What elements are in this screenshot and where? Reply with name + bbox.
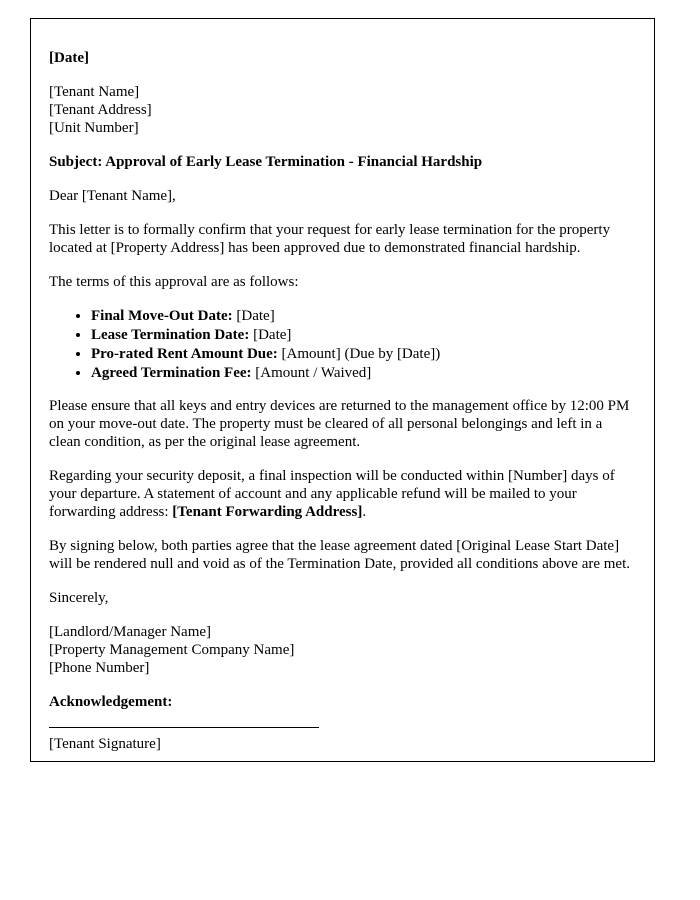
acknowledgement-heading: Acknowledgement: (49, 694, 173, 710)
recipient-unit: [Unit Number] (49, 120, 139, 136)
tenant-signature-label: [Tenant Signature] (49, 736, 161, 752)
term-label: Lease Termination Date: (91, 327, 250, 343)
deposit-text: Regarding your security deposit, a final inspection will be conducted within [Number] days of your departure. A statement of account and any applicable refund will be mailed to your forwarding address: (49, 468, 615, 520)
intro-paragraph: This letter is to formally confirm that your request for early lease termination for the property located at [Property Address] has been approved due to demonstrated financial hardship. (49, 222, 611, 256)
term-value: [Date] (249, 327, 292, 343)
terms-list (49, 307, 636, 382)
subject-line: Subject: Approval of Early Lease Termination - Financial Hardship (49, 154, 483, 170)
term-value: [Date] (232, 308, 275, 324)
sender-block (49, 623, 636, 677)
keys-return-paragraph: Please ensure that all keys and entry devices are returned to the management office by 12:00 PM on your move-out date. The property must be cleared of all personal belongings and left in a clean condition, as per the original lease agreement. (49, 398, 630, 450)
sender-name: [Landlord/Manager Name] (49, 624, 212, 640)
term-item-moveout (91, 307, 636, 325)
term-item-termination-date (91, 326, 636, 344)
term-value: [Amount] (Due by [Date]) (277, 346, 441, 362)
term-label: Agreed Termination Fee: (91, 365, 252, 381)
recipient-address: [Tenant Address] (49, 102, 152, 118)
term-item-termination-fee (91, 364, 636, 382)
letter-date: [Date] (49, 50, 89, 66)
term-label: Final Move-Out Date: (91, 308, 233, 324)
term-value: [Amount / Waived] (251, 365, 372, 381)
salutation: Dear [Tenant Name], (49, 188, 176, 204)
recipient-name: [Tenant Name] (49, 84, 140, 100)
letter-page (30, 18, 655, 762)
deposit-paragraph (49, 467, 636, 521)
sender-phone: [Phone Number] (49, 660, 150, 676)
signature-line (49, 727, 319, 728)
forwarding-address: [Tenant Forwarding Address] (172, 504, 363, 520)
recipient-block (49, 83, 636, 137)
sender-company: [Property Management Company Name] (49, 642, 295, 658)
closing: Sincerely, (49, 590, 109, 606)
deposit-text-end: . (362, 504, 367, 520)
terms-intro: The terms of this approval are as follows: (49, 274, 299, 290)
signing-paragraph: By signing below, both parties agree that the lease agreement dated [Original Lease Start Date] will be rendered null and void as of the Termination Date, provided all conditions above are met. (49, 538, 631, 572)
term-item-prorated-rent (91, 345, 636, 363)
term-label: Pro-rated Rent Amount Due: (91, 346, 278, 362)
